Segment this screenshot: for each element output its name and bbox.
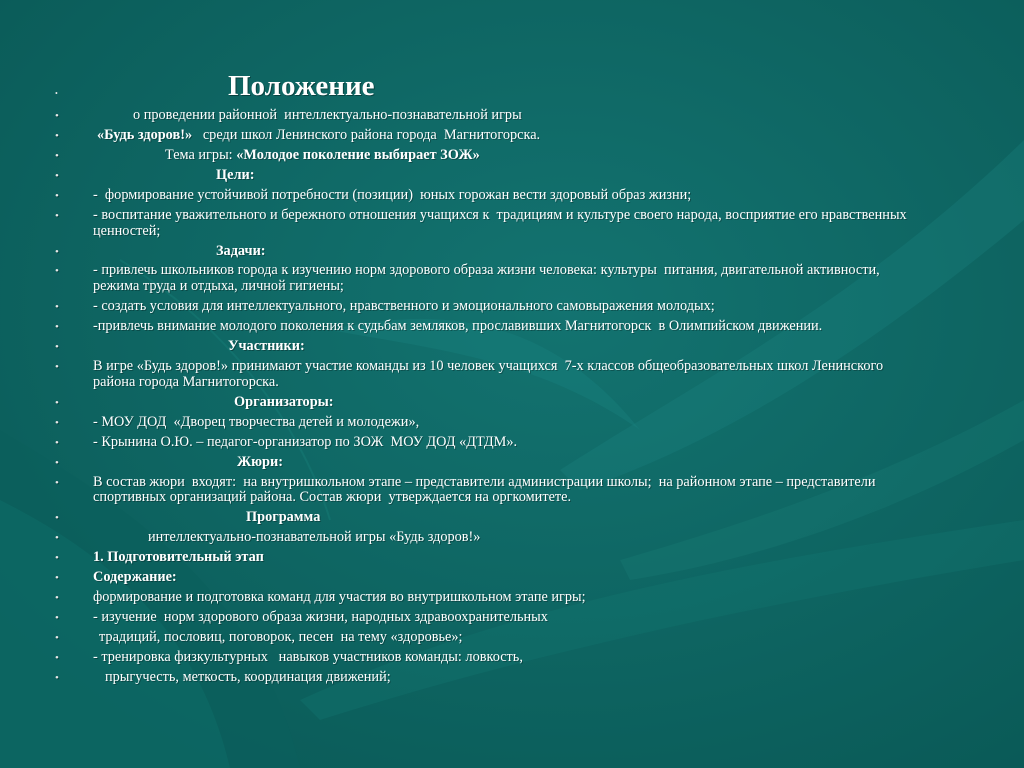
list-item [55, 630, 925, 646]
list-item [55, 510, 925, 526]
bold-text: Организаторы: [234, 393, 334, 410]
bullet-icon: • [55, 572, 59, 585]
bullet-icon: • [55, 169, 59, 182]
list-item [55, 148, 925, 164]
bullet-icon: • [55, 592, 59, 605]
list-item-text [93, 299, 715, 315]
list-item-text [93, 148, 480, 164]
list-item-text [93, 108, 522, 124]
text-segment: - формирование устойчивой потребности (позиции) юных горожан вести здоровый образ жизни; [93, 186, 692, 203]
list-item [55, 244, 925, 260]
list-item [55, 610, 925, 626]
list-item-text [93, 510, 320, 526]
bullet-icon: • [55, 552, 59, 565]
list-item-text [93, 530, 480, 546]
bold-text: Жюри: [237, 453, 284, 470]
list-item [55, 395, 925, 411]
bullet-icon: • [55, 612, 59, 625]
bullet-icon: • [55, 341, 59, 354]
bullet-icon: • [55, 416, 59, 429]
list-item-text [93, 435, 517, 451]
list-item-text [93, 650, 523, 666]
text-segment: - МОУ ДОД «Дворец творчества детей и молодежи», [93, 413, 420, 430]
list-item [55, 263, 925, 294]
bold-text: «Будь здоров!» [97, 126, 193, 143]
bullet-icon: • [55, 149, 59, 162]
text-segment: прыгучесть, меткость, координация движений; [105, 668, 391, 685]
list-item [55, 650, 925, 666]
bullet-icon: • [55, 361, 59, 374]
list-item-text [93, 610, 548, 626]
bullet-icon: • [55, 476, 59, 489]
list-item [55, 128, 925, 144]
list-item-text [93, 630, 463, 646]
text-segment: традиций, пословиц, поговорок, песен на тему «здоровье»; [99, 629, 463, 646]
text-segment: - тренировка физкультурных навыков участников команды: ловкость, [93, 649, 523, 665]
bullet-icon: • [55, 396, 59, 409]
text-segment: - создать условия для интеллектуального, нравственного и эмоционального самовыражения молодых; [93, 298, 715, 315]
list-item-text [93, 590, 586, 606]
list-item-text [93, 208, 925, 239]
list-item-text [93, 263, 925, 294]
bold-text: 1. Подготовительный этап [93, 549, 264, 566]
list-item [55, 168, 925, 184]
text-segment: - воспитание уважительного и бережного отношения учащихся к традициям и культуре своего народа, восприятие его нравственных ценностей; [93, 206, 911, 239]
bullet-icon: • [55, 110, 59, 122]
list-item-text [93, 670, 391, 686]
list-item-text [93, 339, 305, 355]
text-segment: формирование и подготовка команд для участия во внутришкольном этапе игры; [93, 589, 586, 606]
bullet-icon: • [55, 245, 59, 258]
bullet-icon: • [55, 189, 59, 202]
text-segment: - изучение норм здорового образа жизни, народных здравоохранительных [93, 609, 548, 626]
list-item-text [93, 395, 334, 411]
list-item-text [93, 570, 177, 586]
bullet-icon: • [55, 301, 59, 314]
bullet-icon: • [55, 456, 59, 469]
bold-text: Участники: [228, 338, 305, 355]
bullet-icon: • [55, 512, 59, 525]
bullet-icon: • [55, 532, 59, 545]
list-item-text [93, 415, 419, 431]
bullet-icon: • [55, 89, 58, 98]
list-item [55, 415, 925, 431]
list-item [55, 530, 925, 546]
list-item [55, 188, 925, 204]
list-item [55, 570, 925, 586]
bullet-icon: • [55, 321, 59, 334]
bold-text: «Молодое поколение выбирает ЗОЖ» [236, 146, 480, 163]
text-segment: среди школ Ленинского района города Магнитогорска. [192, 126, 541, 143]
text-segment: В состав жюри входят: на внутришкольном этапе – представители администрации школы; на районном этапе – представители спортивных организаций района. Состав жюри утверждается на оргкомитете. [93, 473, 880, 506]
list-item-text [93, 188, 691, 204]
text-segment: Тема игры: [165, 146, 237, 163]
text-segment: - Крынина О.Ю. – педагог-организатор по ЗОЖ МОУ ДОД «ДТДМ». [93, 433, 518, 450]
list-item-text [93, 319, 822, 335]
list-item-text [93, 128, 540, 144]
text-segment: интеллектуально-познавательной игры «Будь здоров!» [148, 529, 481, 546]
list-item [55, 590, 925, 606]
list-item-text [93, 168, 255, 184]
text-segment: В игре «Будь здоров!» принимают участие команды из 10 человек учащихся 7-х классов общеобразовательных школ Ленинского района города Магнитогорска. [93, 358, 887, 390]
bullet-list [55, 108, 925, 686]
bullet-icon: • [55, 671, 59, 684]
bullet-icon: • [55, 209, 59, 222]
list-item [55, 319, 925, 335]
bullet-icon: • [55, 129, 59, 142]
list-item [55, 455, 925, 471]
bullet-icon: • [55, 632, 59, 645]
list-item [55, 670, 925, 686]
title-row [55, 70, 925, 108]
bullet-icon: • [55, 652, 59, 664]
text-segment: -привлечь внимание молодого поколения к судьбам земляков, прославивших Магнитогорск в Олимпийском движении. [93, 318, 823, 335]
list-item [55, 108, 925, 124]
list-item-text [93, 550, 264, 566]
list-item [55, 475, 925, 506]
text-segment: о проведении районной интеллектуально-познавательной игры [133, 107, 522, 123]
text-segment: - привлечь школьников города к изучению норм здорового образа жизни человека: культуры питания, двигательной активности, режима труда и отдыха, личной гигиены; [93, 262, 884, 295]
bullet-icon: • [55, 265, 59, 278]
list-item [55, 299, 925, 315]
bold-text: Содержание: [93, 569, 177, 586]
list-item [55, 208, 925, 239]
list-item [55, 339, 925, 355]
list-item-text [93, 455, 283, 471]
bold-text: Задачи: [216, 242, 266, 259]
bold-text: Цели: [216, 166, 255, 183]
list-item-text [93, 359, 925, 390]
slide-title: Положение [228, 70, 375, 102]
slide-content [55, 70, 925, 686]
bullet-icon: • [55, 436, 59, 449]
bold-text: Программа [246, 509, 321, 526]
list-item-text [93, 244, 266, 260]
list-item [55, 550, 925, 566]
list-item-text [93, 475, 925, 506]
list-item [55, 359, 925, 390]
list-item [55, 435, 925, 451]
